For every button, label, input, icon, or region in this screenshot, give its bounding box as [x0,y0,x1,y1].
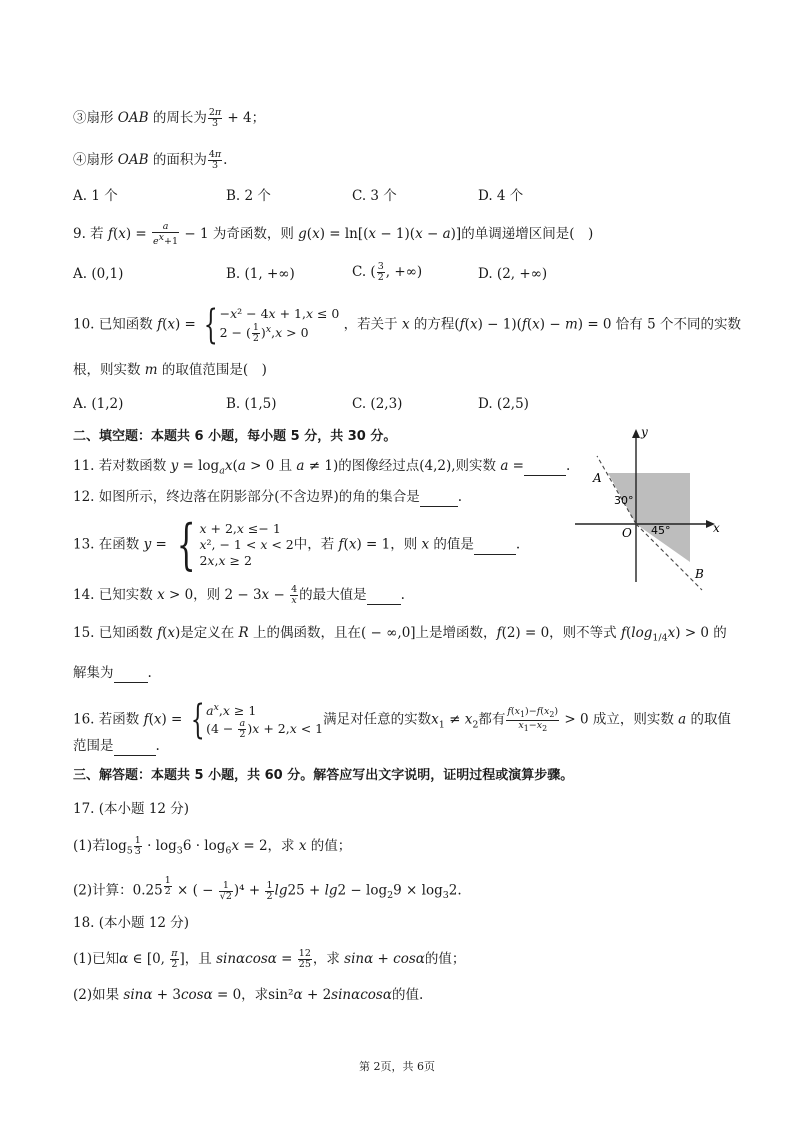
q9-option-d: D. (2, +∞) [478,266,548,282]
section-2-heading: 二、填空题：本题共 6 小题，每小题 5 分，共 30 分。 [73,429,397,444]
statement-3: ③扇形 OAB 的周长为 $\frac{2\pi}{3}$ + 4； [73,107,266,129]
q9-option-b: B. (1, +∞) [226,266,295,282]
question-18-part-2: (2)如果 sinα + 3cosα = 0，求sin²α + 2sinαcosα的值. [73,987,424,1003]
question-9: 9. 若 f(x) = $\frac{a}{e^x+1}$ − 1 为奇函数，则 g(x) = ln[(x − 1)(x − a)]的单调递增区间是( ) [73,221,594,248]
q10-option-d: D. (2,5) [478,396,529,412]
angle-30-label: 30° [614,494,634,507]
question-11: 11. 若对数函数 $y = \log_ax(a > 0$ 且 a ≠ 1)的图像经过点(4,2),则实数 a = . [73,458,571,477]
section-3-heading: 三、解答题：本题共 5 小题，共 60 分。解答应写出文字说明，证明过程或演算步骤。 [73,768,574,783]
q8-option-c: C. 3 个 [352,188,397,204]
question-10-cont: 根，则实数 m 的取值范围是( ) [73,362,267,378]
q8-option-a: A. 1 个 [73,188,118,204]
q9-option-a: A. (0,1) [73,266,124,282]
question-14: 14. 已知实数 x > 0，则 2 − 3x − $\frac{4}{x}$ 的最大值是 . [73,584,405,606]
question-18-part-1: (1)已知α ∈ [0, $\frac{\pi}{2}$ ]，且 sinαcosα = $\frac{12}{25}$ ，求 sinα + cosα的值； [73,948,466,970]
question-18: 18. (本小题 12 分) [73,915,190,931]
y-axis-label: y [641,425,648,439]
question-16: 16. 若函数 f(x) = { $a^x,x \ge 1$ (4 − $\frac{a}{2}$ )x + 2,x < 1满足对任意的实数$x_1 \ne x_2$都有 $\frac{f(x_1)-f(x_2)}{x_1-x_2}$ > 0 成立，则实数 a 的取值 [73,697,731,744]
question-17-part-2: (2)计算：0.25 $^{\frac{1}{2}}$ × ( − $\frac{1}{√2}$ )⁴ + $\frac{1}{2}$ $\lg 25 + \lg 2 - \log_29 \times \log_32$. [73,875,462,902]
page-footer: 第 2页，共 6页 [359,1060,435,1073]
q10-option-b: B. (1,5) [226,396,277,412]
question-15: 15. 已知函数 f(x)是定义在 R 上的偶函数，且在( − ∞,0]上是增函数，f(2) = 0，则不等式 $f(\log_{1/4}x) > 0$ 的 [73,625,727,644]
question-13: 13. 在函数 y = { x + 2,x ≤− 1 x², − 1 < x < 2 2x,x ≥ 2中，若 f(x) = 1，则 x 的值是 . [73,513,521,576]
question-16-cont: 范围是 . [73,738,160,754]
question-17: 17. (本小题 12 分) [73,801,190,817]
x-axis-label: x [713,521,720,535]
point-a-label: A [593,471,602,485]
question-10: 10. 已知函数 f(x) = { −x² − 4x + 1,x ≤ 0 2 − ( $\frac{1}{2}$ )$^x$,x > 0 ，若关于 x 的方程(f(x) − 1)(f(x) − m) = 0 恰有 5 个不同的实数 [73,302,741,348]
q8-option-d: D. 4 个 [478,188,524,204]
angle-figure [570,420,730,600]
shaded-region [608,473,690,562]
q8-option-b: B. 2 个 [226,188,271,204]
question-12: 12. 如图所示，终边落在阴影部分(不含边界)的角的集合是 . [73,489,463,505]
angle-45-label: 45° [651,524,671,537]
q10-option-a: A. (1,2) [73,396,124,412]
statement-4: ④扇形 OAB 的面积为 $\frac{4\pi}{3}$ . [73,149,228,171]
question-15-cont: 解集为 . [73,665,152,681]
point-b-label: B [695,567,704,581]
q10-option-c: C. (2,3) [352,396,403,412]
origin-label: O [622,526,632,540]
q9-option-c: C. ( $\frac{3}{2}$ , +∞) [352,261,423,283]
question-17-part-1: (1)若$\log_5$ $\frac{1}{3}$ · $\log_36 \cdot \log_6x = 2$，求 x 的值； [73,835,352,857]
y-axis-arrow-icon [632,429,640,438]
